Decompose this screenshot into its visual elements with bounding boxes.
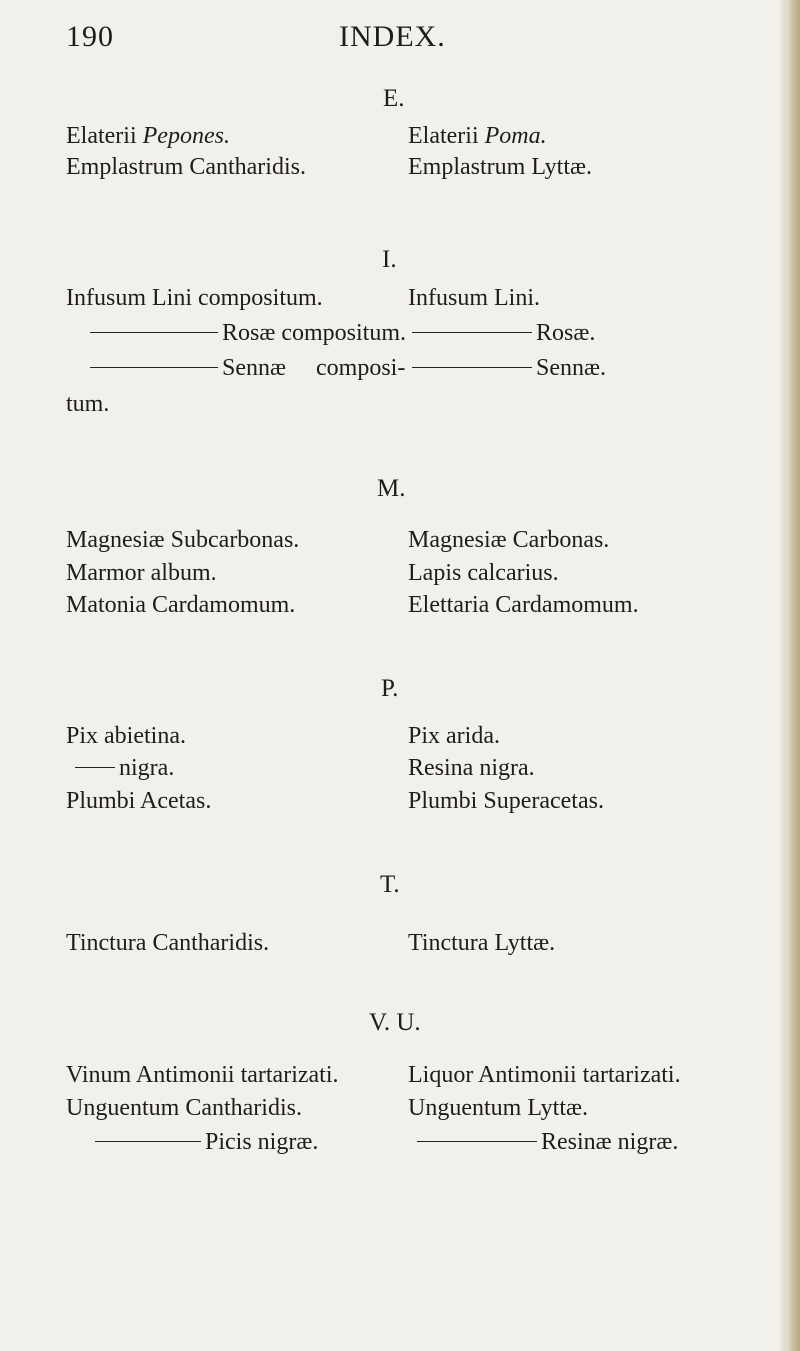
entry-left-tinctura-cantharidis: Tinctura Cantharidis. <box>66 930 270 956</box>
entry-left-rosae-compositum: Rosæ compositum. <box>90 321 406 345</box>
section-letter-i: I. <box>382 246 397 273</box>
entry-left-nigra: nigra. <box>75 756 174 780</box>
entry-left-elaterii-pepones: Elaterii Pepones. <box>66 123 230 149</box>
ditto-dash <box>75 767 115 768</box>
page-edge <box>786 0 800 1351</box>
entry-left-pix-abietina: Pix abietina. <box>66 723 186 749</box>
entry-left-plumbi-acetas: Plumbi Acetas. <box>66 788 212 814</box>
entry-right-pix-arida: Pix arida. <box>408 723 500 749</box>
section-letter-t: T. <box>380 871 400 898</box>
entry-right-sennae: Sennæ. <box>412 356 606 380</box>
entry-right-unguentum-lyttae: Unguentum Lyttæ. <box>408 1095 588 1121</box>
entry-left-marmor-album: Marmor album. <box>66 560 217 586</box>
entry-left-picis-nigrae: Picis nigræ. <box>95 1130 318 1154</box>
entry-right-magnesiae-carbonas: Magnesiæ Carbonas. <box>408 527 610 553</box>
ditto-dash <box>95 1141 201 1142</box>
entry-left-sennae-compositum: Sennæ composi- <box>90 356 405 380</box>
entry-left-infusum-lini-compositum: Infusum Lini compositum. <box>66 285 323 311</box>
entry-left-tum: tum. <box>66 391 110 417</box>
section-letter-p: P. <box>381 675 399 702</box>
entry-left-matonia-cardamomum: Matonia Cardamomum. <box>66 592 296 618</box>
ditto-dash <box>417 1141 537 1142</box>
section-letter-vu: V. U. <box>369 1009 421 1036</box>
entry-right-elaterii-poma: Elaterii Poma. <box>408 123 547 149</box>
entry-right-plumbi-superacetas: Plumbi Superacetas. <box>408 788 604 814</box>
entry-right-tinctura-lyttae: Tinctura Lyttæ. <box>408 930 556 956</box>
entry-right-emplastrum-lyttae: Emplastrum Lyttæ. <box>408 154 592 180</box>
entry-left-emplastrum-cantharidis: Emplastrum Cantharidis. <box>66 154 306 180</box>
section-letter-m: M. <box>377 475 406 502</box>
page-title: INDEX. <box>339 20 446 53</box>
page-number: 190 <box>66 20 114 53</box>
entry-right-elettaria-cardamomum: Elettaria Cardamomum. <box>408 592 639 618</box>
entry-right-resina-nigra: Resina nigra. <box>408 755 535 781</box>
section-letter-e: E. <box>383 85 405 112</box>
ditto-dash <box>90 367 218 368</box>
entry-left-unguentum-cantharidis: Unguentum Cantharidis. <box>66 1095 302 1121</box>
entry-right-lapis-calcarius: Lapis calcarius. <box>408 560 559 586</box>
entry-right-liquor-antimonii: Liquor Antimonii tartarizati. <box>408 1062 681 1088</box>
ditto-dash <box>412 332 532 333</box>
ditto-dash <box>412 367 532 368</box>
entry-right-resinae-nigrae: Resinæ nigræ. <box>417 1130 678 1154</box>
entry-right-rosae: Rosæ. <box>412 321 595 345</box>
entry-left-magnesiae-subcarbonas: Magnesiæ Subcarbonas. <box>66 527 300 553</box>
ditto-dash <box>90 332 218 333</box>
entry-left-vinum-antimonii: Vinum Antimonii tartarizati. <box>66 1062 339 1088</box>
entry-right-infusum-lini: Infusum Lini. <box>408 285 540 311</box>
